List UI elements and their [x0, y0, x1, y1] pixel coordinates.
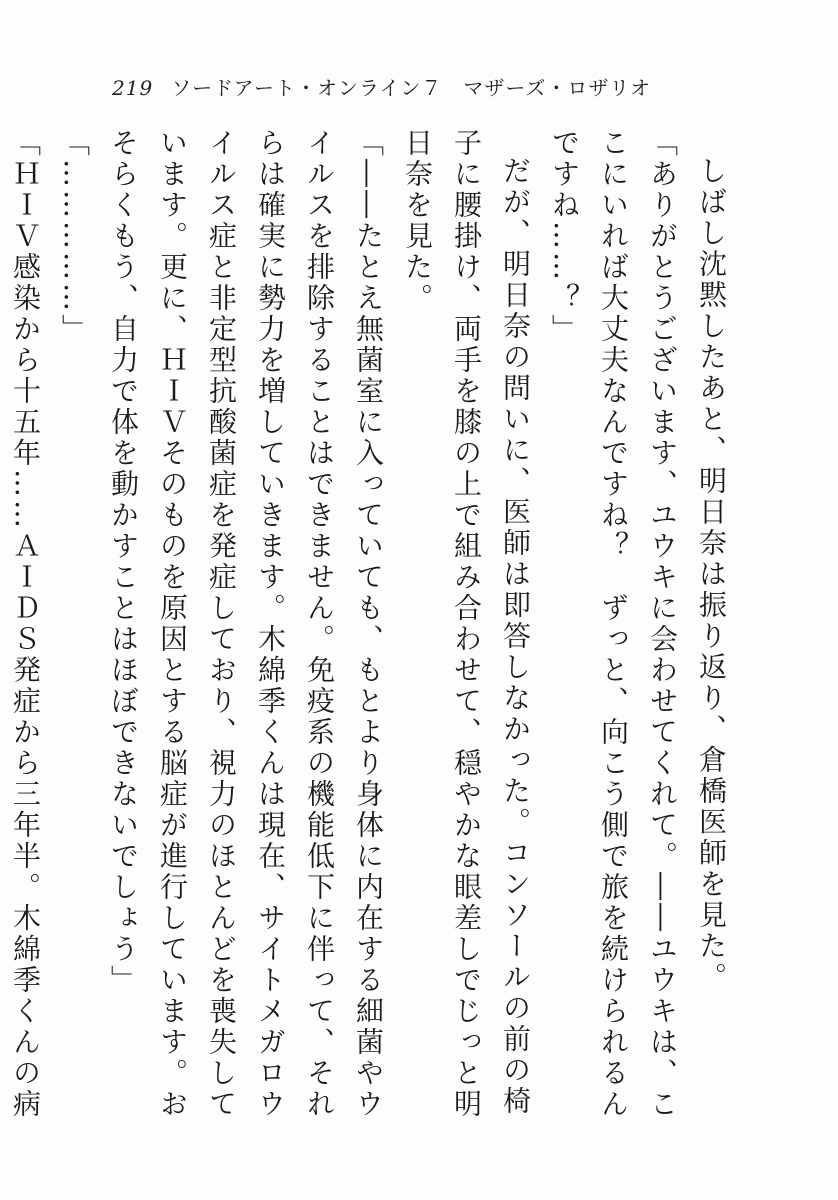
book-title: ソードアート・オンライン７ マザーズ・ロザリオ [171, 76, 652, 100]
paragraph: 「ありがとうございます、ユウキに会わせてくれて。――ユウキは、ここにいれば大丈夫なんですね？ ずっと、向こう側で旅を続けられるんですね……？」 [548, 128, 679, 1120]
page-number: 219 [112, 76, 154, 100]
vertical-body-text [9, 128, 736, 1128]
paragraph: 「――たとえ無菌室に入っていても、もとより身体に内在する細菌やウイルスを排除することはできません。免疫系の機能低下に伴って、それらは確実に勢力を増していきます。木綿季くんは現在、サイトメガロウイルス症と非定型抗酸菌症を発症しており、視力のほとんどを喪失しています。更に、ＨＩＶそのものを原因とする脳症が進行しています。おそらくもう、自力で体を動かすことはほぼできないでしょう」 [107, 128, 385, 1120]
running-head [112, 72, 651, 101]
paragraph: 「ＨＩＶ感染から十五年……ＡＩＤＳ発症から三年半。木綿季くんの病 [9, 128, 42, 1120]
paragraph: 「……………」 [58, 128, 91, 345]
paragraph: だが、明日奈の問いに、医師は即答しなかった。コンソールの前の椅子に腰掛け、両手を膝の上で組み合わせて、穏やかな眼差しでじっと明日奈を見た。 [401, 128, 532, 1120]
paragraph: しばし沈黙したあと、明日奈は振り返り、倉橋医師を見た。 [695, 156, 728, 993]
